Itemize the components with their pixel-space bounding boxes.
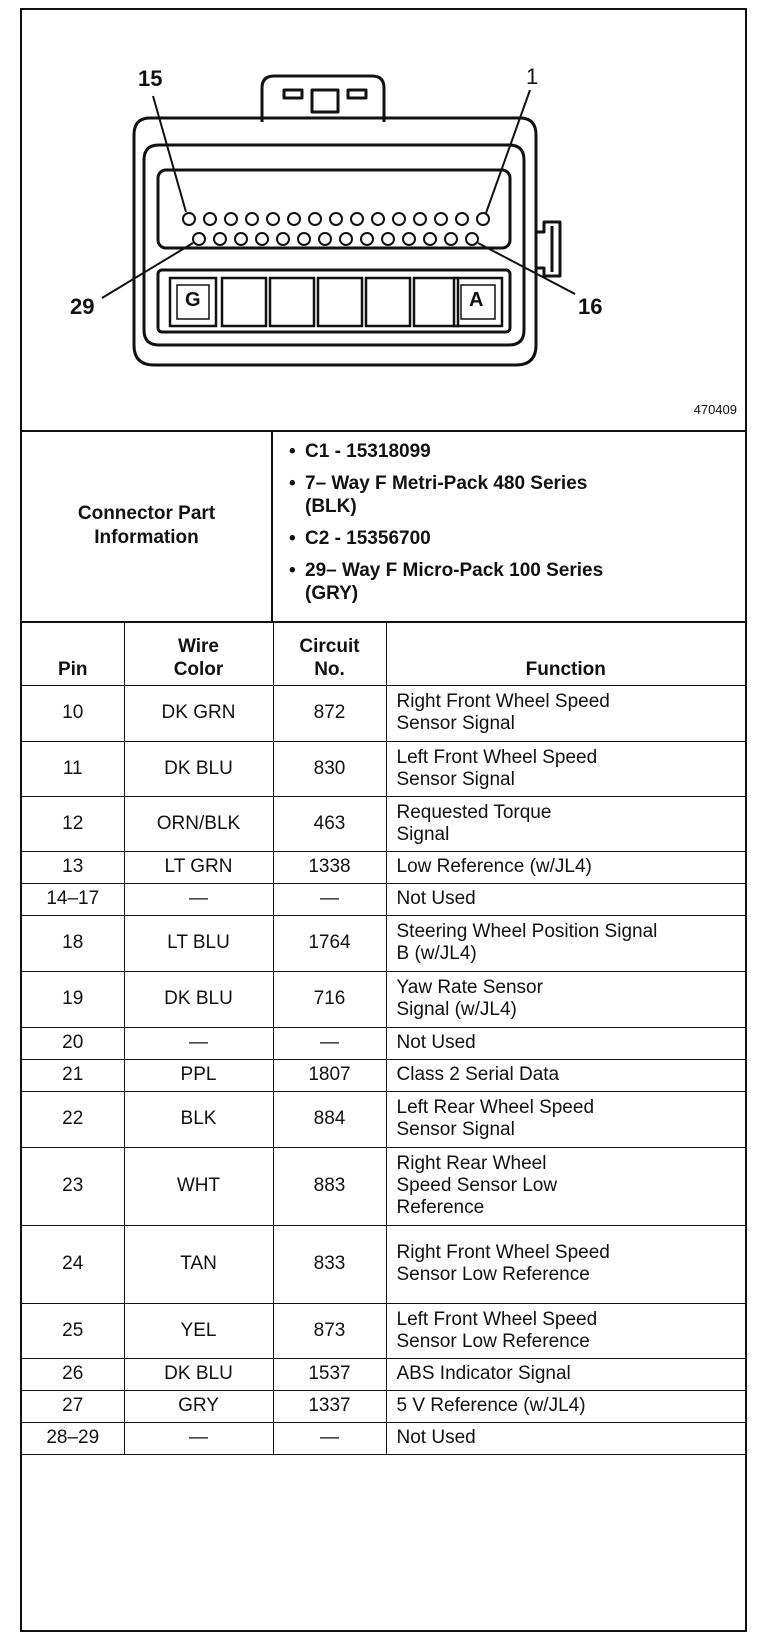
function-cell: Not Used (386, 1422, 745, 1454)
pin-cell: 23 (22, 1147, 124, 1225)
table-row (22, 1225, 745, 1303)
function-text: Steering Wheel Position Signal B (w/JL4) (396, 921, 658, 964)
wire-color-cell: GRY (124, 1390, 273, 1422)
pin-cell: 12 (22, 796, 124, 851)
function-text: Left Front Wheel Speed Sensor Signal (396, 746, 598, 790)
callout-pin-15: 15 (138, 66, 163, 91)
table-row (22, 851, 745, 883)
connector-part-info (22, 430, 745, 623)
connector-info-list: • C1 - 15318099 • 7– Way F Metri-Pack 480 Series (BLK) • C2 - 15356700 • 29– Way F Micro-Pack 100 Series (GRY) (289, 441, 604, 604)
function-cell: ABS Indicator Signal (386, 1358, 745, 1390)
function-cell (386, 1225, 745, 1303)
wire-color-cell: WHT (124, 1147, 273, 1225)
table-row (22, 1303, 745, 1358)
cavity-g-label: G (185, 289, 201, 311)
bullet-icon: • (289, 560, 296, 581)
circuit-cell: 1537 (273, 1358, 386, 1390)
function-cell (386, 741, 745, 796)
header-circuit-no: Circuit No. (273, 621, 386, 685)
circuit-cell: 1764 (273, 915, 386, 971)
function-cell (386, 915, 745, 971)
wire-color-cell: LT BLU (124, 915, 273, 971)
table-row (22, 685, 745, 741)
function-cell (386, 1147, 745, 1225)
cavity-a-label: A (469, 289, 484, 311)
function-cell (386, 1303, 745, 1358)
connector-diagram (22, 10, 745, 432)
function-text: Yaw Rate Sensor Signal (w/JL4) (396, 977, 543, 1020)
wire-color-cell: DK GRN (124, 685, 273, 741)
table-row (22, 796, 745, 851)
connector-drawing (22, 10, 745, 430)
function-text: Right Front Wheel Speed Sensor Signal (396, 691, 610, 734)
table-row (22, 1027, 745, 1059)
table-row (22, 1091, 745, 1147)
pin-table-body (22, 685, 745, 1454)
bullet-icon: • (289, 441, 296, 462)
wire-color-cell: PPL (124, 1059, 273, 1091)
circuit-cell: 833 (273, 1225, 386, 1303)
callout-pin-29: 29 (70, 294, 95, 319)
pin-cell: 28–29 (22, 1422, 124, 1454)
function-cell (386, 796, 745, 851)
pin-cell: 21 (22, 1059, 124, 1091)
pin-cell: 26 (22, 1358, 124, 1390)
table-row (22, 915, 745, 971)
function-cell: Not Used (386, 883, 745, 915)
wire-color-cell: TAN (124, 1225, 273, 1303)
function-text: Requested Torque Signal (396, 801, 552, 845)
circuit-cell: 883 (273, 1147, 386, 1225)
circuit-cell: 716 (273, 971, 386, 1027)
connector-info-label (22, 430, 273, 621)
pin-cell: 22 (22, 1091, 124, 1147)
circuit-cell: 830 (273, 741, 386, 796)
table-row (22, 1147, 745, 1225)
table-row (22, 883, 745, 915)
bullet-icon: • (289, 528, 296, 549)
pin-cell: 14–17 (22, 883, 124, 915)
bullet-icon: • (289, 473, 296, 494)
callout-pin-1: 1 (526, 64, 539, 89)
function-cell (386, 971, 745, 1027)
table-row (22, 1358, 745, 1390)
wire-color-cell: — (124, 1422, 273, 1454)
pin-cell: 27 (22, 1390, 124, 1422)
pin-cell: 19 (22, 971, 124, 1027)
table-row (22, 1422, 745, 1454)
callout-pin-16: 16 (578, 294, 603, 319)
circuit-cell: 884 (273, 1091, 386, 1147)
header-pin: Pin (22, 621, 124, 685)
pin-cell: 20 (22, 1027, 124, 1059)
function-text: Left Front Wheel Speed Sensor Low Reference (396, 1308, 598, 1352)
wire-color-cell: YEL (124, 1303, 273, 1358)
pin-cell: 24 (22, 1225, 124, 1303)
table-row (22, 741, 745, 796)
circuit-cell: — (273, 883, 386, 915)
circuit-cell: 873 (273, 1303, 386, 1358)
function-cell: Not Used (386, 1027, 745, 1059)
wire-color-cell: ORN/BLK (124, 796, 273, 851)
function-cell: Class 2 Serial Data (386, 1059, 745, 1091)
wire-color-cell: DK BLU (124, 1358, 273, 1390)
wire-color-cell: BLK (124, 1091, 273, 1147)
header-function: Function (386, 621, 745, 685)
function-cell (386, 685, 745, 741)
pin-table (22, 621, 745, 1455)
pin-cell: 25 (22, 1303, 124, 1358)
figure-number: 470409 (693, 402, 737, 417)
circuit-cell: 1337 (273, 1390, 386, 1422)
pin-cell: 10 (22, 685, 124, 741)
circuit-cell: 463 (273, 796, 386, 851)
function-cell: 5 V Reference (w/JL4) (386, 1390, 745, 1422)
pin-cell: 11 (22, 741, 124, 796)
header-wire-color: Wire Color (124, 621, 273, 685)
function-text: Right Rear Wheel Speed Sensor Low Reference (396, 1153, 558, 1218)
wire-color-cell: LT GRN (124, 851, 273, 883)
wire-color-cell: DK BLU (124, 741, 273, 796)
table-row (22, 1390, 745, 1422)
connector-info-label-text: Connector Part Information (77, 502, 216, 548)
wire-color-cell: DK BLU (124, 971, 273, 1027)
function-text: Right Front Wheel Speed Sensor Low Reference (396, 1242, 610, 1285)
table-row (22, 1059, 745, 1091)
function-text: Left Rear Wheel Speed Sensor Signal (396, 1097, 595, 1140)
circuit-cell: 1807 (273, 1059, 386, 1091)
pin-cell: 13 (22, 851, 124, 883)
wire-color-cell: — (124, 1027, 273, 1059)
circuit-cell: 1338 (273, 851, 386, 883)
connector-sheet (20, 8, 747, 1632)
wire-color-cell: — (124, 883, 273, 915)
circuit-cell: 872 (273, 685, 386, 741)
circuit-cell: — (273, 1027, 386, 1059)
function-cell (386, 1091, 745, 1147)
pin-cell: 18 (22, 915, 124, 971)
function-cell: Low Reference (w/JL4) (386, 851, 745, 883)
circuit-cell: — (273, 1422, 386, 1454)
table-row (22, 971, 745, 1027)
